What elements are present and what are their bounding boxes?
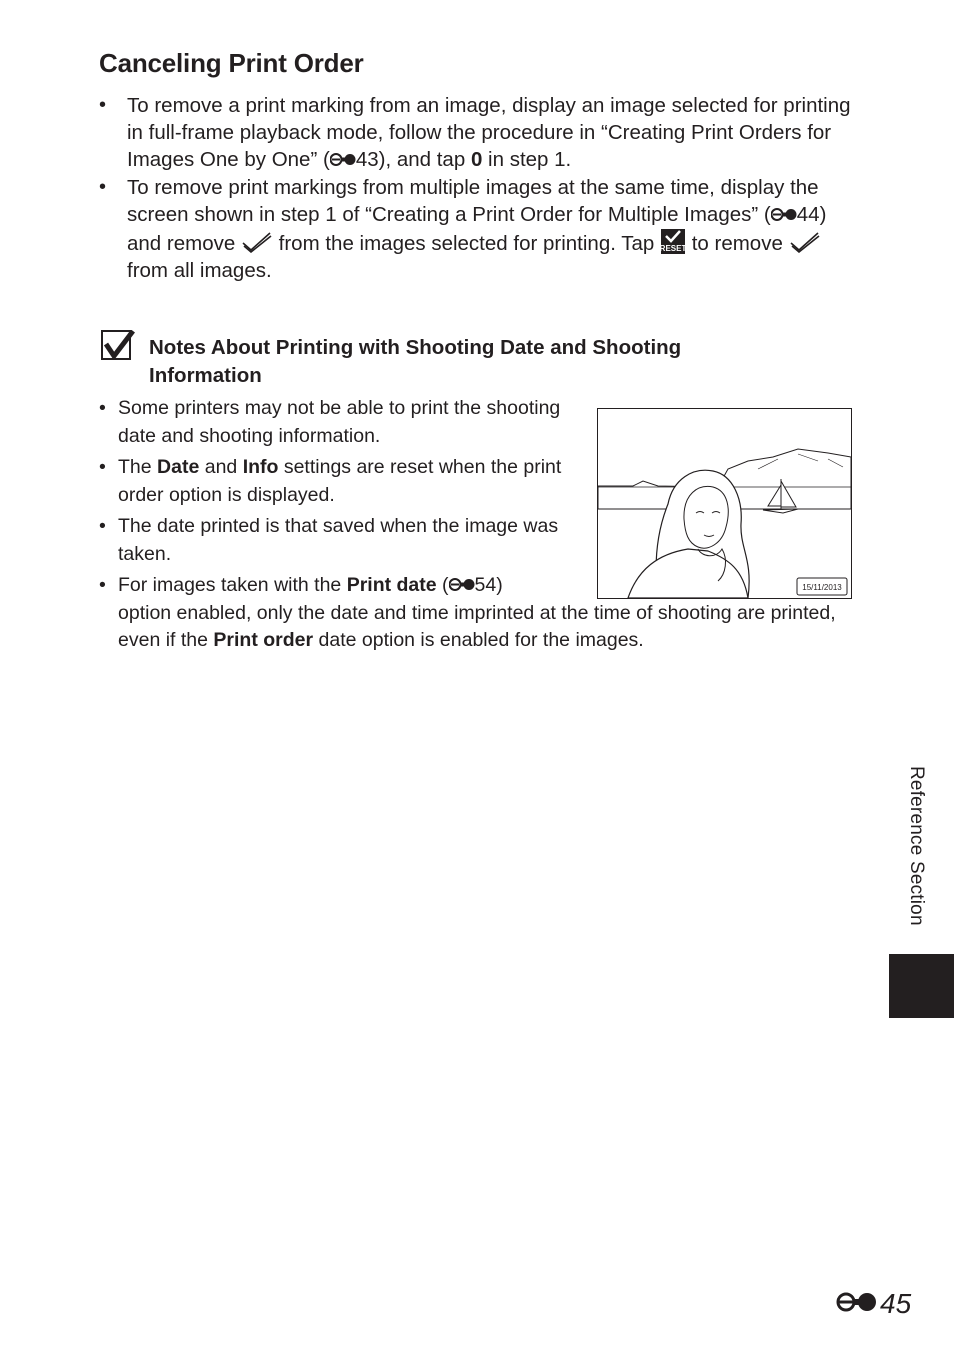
page-ref[interactable]: 54: [474, 574, 497, 596]
print-check-icon: [241, 231, 273, 253]
note-check-icon: [101, 330, 135, 360]
list-item: • To remove print markings from multiple images at the same time, display the screen shown in step 1 of “Creating a Print Order for Multiple Images” ( 44) and remove from the images selected for printing. Tap RESET to remove from all images.: [99, 174, 859, 284]
list-item: • Some printers may not be able to print the shooting date and shooting information.: [99, 395, 563, 450]
page-number: 45: [836, 1288, 911, 1320]
e-reference-icon: [771, 207, 797, 222]
page-ref[interactable]: 44: [796, 203, 820, 226]
e-reference-icon: [836, 1291, 878, 1313]
e-reference-icon: [330, 152, 356, 167]
list-item: • To remove a print marking from an image, display an image selected for printing in full-frame playback mode, follow the procedure in “Creating Print Orders for Images One by One” ( 43), and tap 0 in step 1.: [99, 92, 859, 173]
side-tab-marker: [889, 954, 954, 1018]
list-item: • The Date and Info settings are reset when the print order option is displayed.: [99, 454, 563, 509]
reset-icon: [660, 228, 686, 255]
page-ref[interactable]: 43: [355, 148, 379, 171]
side-tab-label: Reference Section: [906, 766, 927, 926]
note-title: Notes About Printing with Shooting Date and Shooting Information: [149, 336, 682, 387]
list-item: • For images taken with the Print date ( 54) option enabled, only the date and time imprinted at the time of shooting are printed, even if the Print order date option is enabled for the images.: [99, 572, 858, 655]
svg-text:RESET: RESET: [660, 244, 686, 253]
date-stamp: 15/11/2013: [802, 583, 842, 592]
sample-photo: [597, 408, 852, 599]
section-title: Canceling Print Order: [99, 48, 364, 78]
photo-illustration: [598, 409, 851, 598]
list-item: • The date printed is that saved when the image was taken.: [99, 513, 563, 568]
print-check-icon: [789, 231, 821, 253]
e-reference-icon: [449, 577, 475, 592]
cancel-instructions-list: [99, 92, 859, 285]
